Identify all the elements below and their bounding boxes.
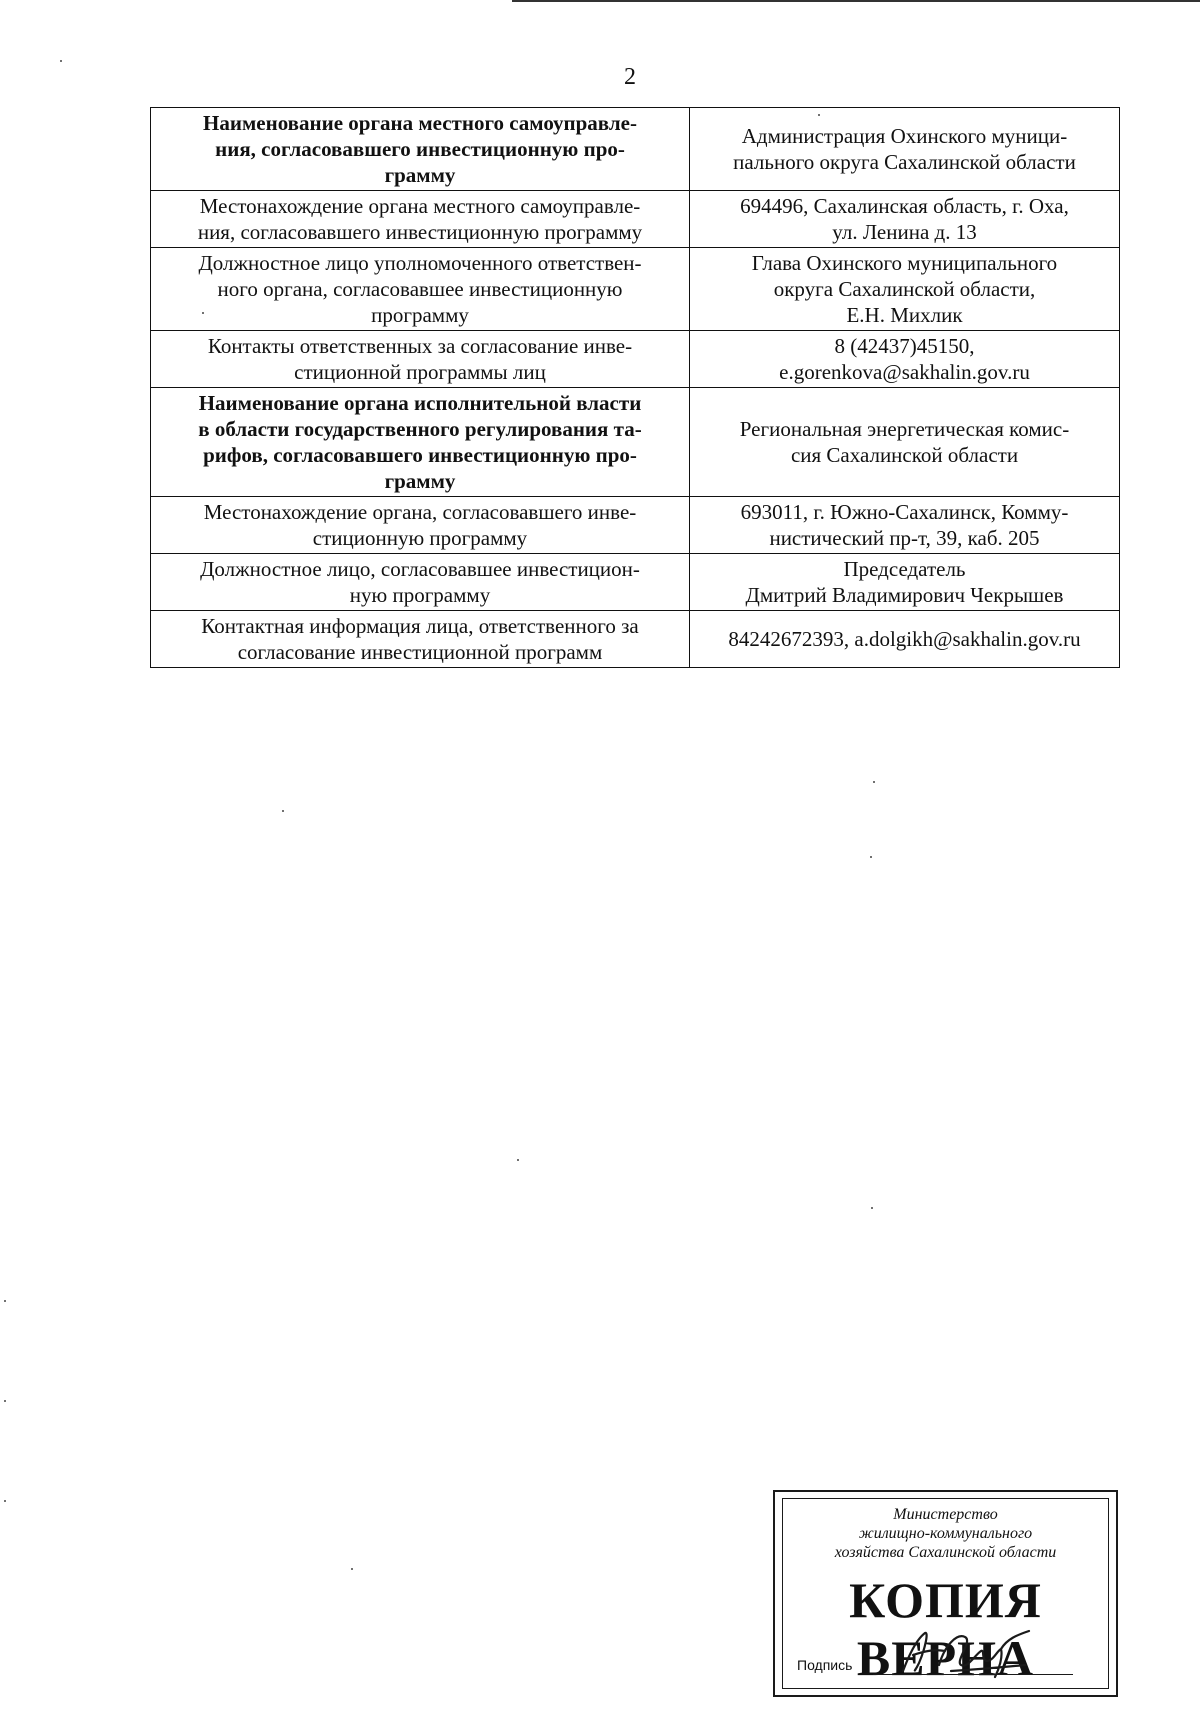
stamp-title: КОПИЯ ВЕРНА [849,1572,1042,1686]
scan-speck [4,1500,6,1502]
scan-speck [351,1568,353,1570]
row-label-line: Должностное лицо, согласовавшее инвестицион- [200,557,640,581]
row-value-line: пального округа Сахалинской области [733,150,1076,174]
table-row [151,248,1120,331]
table-row [151,108,1120,191]
row-value-line: Глава Охинского муниципального [751,251,1058,275]
scan-speck [4,1400,6,1402]
scan-speck [4,1300,6,1302]
scan-speck [818,114,820,116]
row-label-cell [151,497,690,554]
row-value-cell [690,497,1120,554]
stamp-org-line: хозяйства Сахалинской области [834,1544,1057,1561]
stamp-org-line: Министерство [893,1506,998,1523]
scan-speck [870,856,872,858]
row-label-line: программу [371,303,469,327]
row-label-line: в области государственного регулирования та- [198,417,642,441]
scan-speck [873,781,875,783]
row-value-line: округа Сахалинской области, [773,277,1036,301]
row-value-cell [690,191,1120,248]
table-row [151,554,1120,611]
row-label-cell [151,388,690,497]
row-value-line: Администрация Охинского муници- [741,124,1068,148]
row-label-line: ную программу [349,583,491,607]
row-value-line: 8 (42437)45150, [834,334,975,358]
row-label-line: грамму [384,163,456,187]
row-value-line: Дмитрий Владимирович Чекрышев [745,583,1064,607]
row-value-line: сия Сахалинской области [790,443,1019,467]
row-label-line: Наименование органа местного самоуправле- [203,111,637,135]
stamp-org-name [783,1505,1108,1562]
row-value-cell [690,554,1120,611]
row-value-cell [690,611,1120,668]
row-label-cell [151,191,690,248]
row-value-cell [690,388,1120,497]
scan-edge-line [512,0,1200,2]
scan-speck [517,1159,519,1161]
row-value-line: ул. Ленина д. 13 [832,220,977,244]
row-value-cell [690,108,1120,191]
row-label-cell [151,554,690,611]
row-label-line: ния, согласовавшего инвестиционную про- [215,137,625,161]
row-value-cell [690,331,1120,388]
scan-speck [282,810,284,812]
row-label-cell [151,248,690,331]
row-value-line: Региональная энергетическая комис- [739,417,1070,441]
row-label-line: согласование инвестиционной программ [237,640,603,664]
row-label-line: грамму [384,469,456,493]
table-row [151,191,1120,248]
row-label-line: рифов, согласовавшего инвестиционную про- [203,443,637,467]
row-value-line: Е.Н. Михлик [846,303,963,327]
row-label-line: стиционной программы лиц [294,360,546,384]
row-value-line: 84242672393, a.dolgikh@sakhalin.gov.ru [728,627,1081,651]
table-row [151,497,1120,554]
row-value-line: e.gorenkova@sakhalin.gov.ru [779,360,1030,384]
row-label-line: Местонахождение органа местного самоуправле- [199,194,641,218]
row-label-cell [151,611,690,668]
row-label-line: ния, согласовавшего инвестиционную программу [197,220,643,244]
handwritten-signature [895,1625,1045,1681]
table-row [151,331,1120,388]
scan-speck [202,312,204,314]
page-number: 2 [624,64,636,90]
info-table [150,107,1120,668]
scan-speck [871,1207,873,1209]
row-label-line: ного органа, согласовавшее инвестиционную [217,277,623,301]
row-label-line: Наименование органа исполнительной власти [198,391,642,415]
scan-speck [60,60,62,62]
row-value-line: нистический пр-т, 39, каб. 205 [769,526,1040,550]
table-row [151,611,1120,668]
row-label-cell [151,108,690,191]
row-label-line: Контакты ответственных за согласование инве- [207,334,633,358]
row-label-line: стиционную программу [312,526,528,550]
certified-copy-stamp [773,1490,1118,1697]
row-label-line: Контактная информация лица, ответственного за [201,614,639,638]
row-value-cell [690,248,1120,331]
row-value-line: 694496, Сахалинская область, г. Оха, [740,194,1069,218]
stamp-signature-label: Подпись [797,1657,853,1673]
row-value-line: 693011, г. Южно-Сахалинск, Комму- [740,500,1069,524]
row-value-line: Председатель [843,557,966,581]
stamp-org-line: жилищно-коммунального [858,1525,1033,1542]
row-label-line: Местонахождение органа, согласовавшего инве- [203,500,637,524]
table-row [151,388,1120,497]
stamp-inner-border [782,1498,1109,1689]
row-label-cell [151,331,690,388]
row-label-line: Должностное лицо уполномоченного ответствен- [198,251,642,275]
